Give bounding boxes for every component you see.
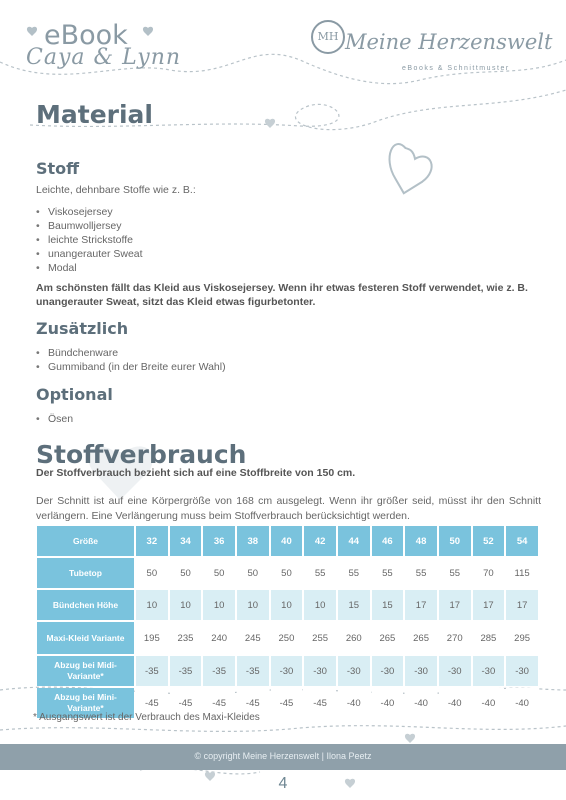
list-item: • Modal	[36, 261, 143, 275]
table-cell: 50	[271, 558, 303, 588]
material-title: Material	[36, 100, 153, 129]
table-cell: 265	[372, 622, 404, 654]
table-cell: 50	[170, 558, 202, 588]
list-item: • Bündchenware	[36, 346, 226, 360]
table-cell: 55	[338, 558, 370, 588]
optional-heading: Optional	[36, 385, 113, 404]
table-cell: 55	[372, 558, 404, 588]
zusaetzlich-heading: Zusätzlich	[36, 319, 129, 338]
ebook-subtitle: Caya & Lynn	[26, 45, 182, 70]
table-header-cell: 54	[506, 526, 538, 556]
stoff-list	[36, 205, 143, 275]
table-cell: 195	[136, 622, 168, 654]
row-label: Bündchen Höhe	[37, 590, 134, 620]
table-cell: 10	[136, 590, 168, 620]
table-cell: -30	[506, 656, 538, 686]
table-cell: 15	[338, 590, 370, 620]
table-header-cell: 46	[372, 526, 404, 556]
table-cell: -35	[170, 656, 202, 686]
table-header-cell: 52	[473, 526, 505, 556]
row-label: Maxi-Kleid Variante	[37, 622, 134, 654]
table-cell: 265	[405, 622, 437, 654]
table-cell: -30	[372, 656, 404, 686]
table-cell: 240	[203, 622, 235, 654]
table-cell: -45	[237, 688, 269, 718]
stoff-note: Am schönsten fällt das Kleid aus Viskosejersey. Wenn ihr etwas festeren Stoff verwendet, wie z. B. unangerauter Sweat, sitzt das Kleid etwas figurbetonter.	[36, 282, 528, 308]
table-row	[37, 622, 538, 654]
table-header-cell: 36	[203, 526, 235, 556]
optional-list	[36, 412, 73, 426]
zusaetzlich-list	[36, 346, 226, 374]
table-cell: -35	[136, 656, 168, 686]
stoff-heading: Stoff	[36, 159, 80, 178]
table-header-cell: 44	[338, 526, 370, 556]
table-cell: 50	[203, 558, 235, 588]
table-row	[37, 656, 538, 686]
table-cell: -40	[405, 688, 437, 718]
table-header-cell: 32	[136, 526, 168, 556]
table-cell: 10	[203, 590, 235, 620]
table-cell: 255	[304, 622, 336, 654]
table-cell: 10	[271, 590, 303, 620]
brand-name: Meine Herzenswelt	[345, 30, 553, 54]
table-cell: 285	[473, 622, 505, 654]
table-cell: -30	[473, 656, 505, 686]
table-cell: 17	[473, 590, 505, 620]
brand-logo-icon: MH	[311, 20, 345, 54]
table-cell: 270	[439, 622, 471, 654]
table-cell: -40	[506, 688, 538, 718]
table-cell: 10	[170, 590, 202, 620]
table-cell: 235	[170, 622, 202, 654]
table-cell: 250	[271, 622, 303, 654]
row-label: Tubetop	[37, 558, 134, 588]
table-cell: 115	[506, 558, 538, 588]
table-cell: 50	[136, 558, 168, 588]
table-header-cell: 40	[271, 526, 303, 556]
brand-tagline: eBooks & Schnittmuster	[402, 65, 510, 72]
table-cell: 295	[506, 622, 538, 654]
table-cell: -45	[271, 688, 303, 718]
verbrauch-text: Der Schnitt ist auf eine Körpergröße von 168 cm ausgelegt. Wenn ihr größer seid, müsst ihr den Schnitt verlängern. Eine Verlängerung muss beim Stoffverbrauch berücksichtigt werden.	[36, 495, 541, 522]
table-cell: 245	[237, 622, 269, 654]
row-label: Abzug bei Mini-Variante*	[37, 688, 134, 718]
table-header-cell: 48	[405, 526, 437, 556]
table-cell: -45	[304, 688, 336, 718]
table-cell: -35	[237, 656, 269, 686]
page-number: 4	[278, 775, 288, 792]
table-row	[37, 558, 538, 588]
list-item: • unangerauter Sweat	[36, 247, 143, 261]
table-header-cell: 42	[304, 526, 336, 556]
table-cell: -30	[439, 656, 471, 686]
table-cell: -30	[338, 656, 370, 686]
table-cell: 17	[506, 590, 538, 620]
table-cell: -40	[473, 688, 505, 718]
list-item: • leichte Strickstoffe	[36, 233, 143, 247]
table-cell: 260	[338, 622, 370, 654]
table-cell: 17	[439, 590, 471, 620]
table-cell: -45	[170, 688, 202, 718]
table-cell: -45	[136, 688, 168, 718]
verbrauch-subtitle: Der Stoffverbrauch bezieht sich auf eine Stoffbreite von 150 cm.	[36, 467, 356, 479]
footnote: * Ausgangswert ist der Verbrauch des Maxi-Kleides	[33, 712, 260, 723]
table-cell: -40	[372, 688, 404, 718]
row-label: Abzug bei Midi-Variante*	[37, 656, 134, 686]
table-cell: 55	[405, 558, 437, 588]
table-header-row	[37, 526, 538, 556]
table-header-cell: 34	[170, 526, 202, 556]
table-cell: 17	[405, 590, 437, 620]
table-cell: -35	[203, 656, 235, 686]
table-row	[37, 590, 538, 620]
table-cell: -30	[304, 656, 336, 686]
verbrauch-title: Stoffverbrauch	[36, 440, 247, 469]
stoff-intro: Leichte, dehnbare Stoffe wie z. B.:	[36, 184, 196, 196]
table-cell: 55	[304, 558, 336, 588]
copyright-text: © copyright Meine Herzenswelt | Ilona Peetz	[194, 751, 372, 761]
table-cell: -30	[405, 656, 437, 686]
table-cell: -30	[271, 656, 303, 686]
table-header-label: Größe	[37, 526, 134, 556]
table-cell: 55	[439, 558, 471, 588]
ebook-title: eBook	[44, 20, 128, 51]
table-header-cell: 38	[237, 526, 269, 556]
table-cell: -40	[439, 688, 471, 718]
list-item: • Ösen	[36, 412, 73, 426]
table-header-cell: 50	[439, 526, 471, 556]
table-cell: 10	[237, 590, 269, 620]
table-cell: 70	[473, 558, 505, 588]
table-cell: 50	[237, 558, 269, 588]
table-cell: 15	[372, 590, 404, 620]
table-cell: -45	[203, 688, 235, 718]
table-cell: 10	[304, 590, 336, 620]
list-item: • Gummiband (in der Breite eurer Wahl)	[36, 360, 226, 374]
list-item: • Viskosejersey	[36, 205, 143, 219]
list-item: • Baumwolljersey	[36, 219, 143, 233]
verbrauch-table	[35, 524, 540, 720]
table-cell: -40	[338, 688, 370, 718]
